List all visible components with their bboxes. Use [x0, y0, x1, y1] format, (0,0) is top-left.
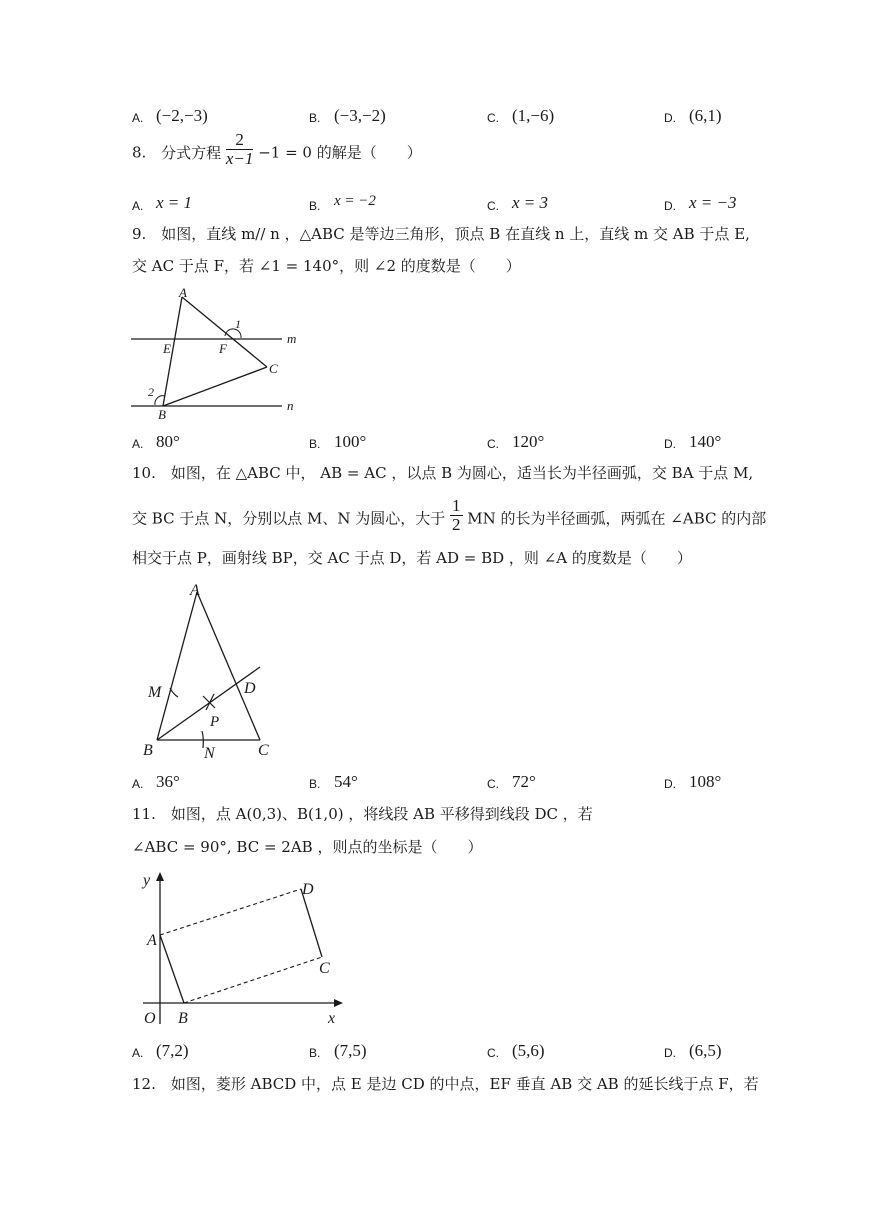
q11-stem-line2: ∠ABC = 90°, BC = 2AB ，则点的坐标是（ ）: [132, 838, 483, 856]
q11-label-c: C: [319, 960, 330, 977]
q11-stem-line1: 11. 如图，点 A(0,3)、B(1,0) ，将线段 AB 平移得到线段 DC ，若: [132, 805, 593, 823]
q10-label-a: A: [190, 582, 200, 599]
q10-label-p: P: [210, 714, 220, 730]
q10-stem-line2: [132, 496, 767, 534]
q9-label-m: m: [287, 331, 297, 346]
q10-label-c: C: [258, 742, 269, 759]
q8-option-c-letter: C.: [487, 199, 499, 213]
q8-option-b-value: x = −2: [334, 193, 376, 209]
q11-option-c-value: (5,6): [512, 1041, 545, 1060]
q10-line2-start: 交 BC 于点 N，分别以点 M、N 为圆心，大于: [132, 509, 446, 528]
q8-option-d-letter: D.: [664, 199, 676, 213]
q7-option-c-letter: C.: [487, 111, 499, 125]
q10-fraction-denominator: 2: [452, 515, 461, 534]
q9-option-a-value: 80°: [156, 432, 180, 451]
q7-option-b-letter: B.: [309, 111, 321, 125]
q7-option-b-value: (−3,−2): [334, 106, 386, 125]
q10-fraction-numerator: 1: [452, 496, 461, 515]
q9-stem-line2: 交 AC 于点 F，若 ∠1 = 140°，则 ∠2 的度数是（ ）: [132, 257, 521, 275]
q9-option-b-letter: B.: [309, 437, 321, 451]
q9-label-c: C: [269, 361, 278, 376]
q10-option-b-value: 54°: [334, 772, 358, 791]
q12-stem-line1: 12. 如图，菱形 ABCD 中，点 E 是边 CD 的中点，EF 垂直 AB 交 AB 的延长线于点 F，若: [132, 1075, 759, 1093]
q11-option-a-value: (7,2): [156, 1041, 189, 1060]
q8-fraction-denominator: x−1: [225, 149, 254, 168]
q7-option-d-value: (6,1): [689, 106, 722, 125]
q7-option-c-value: (1,−6): [512, 106, 555, 125]
q11-option-c-letter: C.: [487, 1046, 499, 1060]
q8-option-c-value: x = 3: [512, 193, 549, 212]
q7-option-a-letter: A.: [132, 111, 144, 125]
q11-label-y: y: [143, 872, 151, 889]
q10-label-d: D: [244, 680, 256, 697]
q10-stem-line3: 相交于点 P，画射线 BP，交 AC 于点 D，若 AD = BD ，则 ∠A 的度数是（ ）: [132, 549, 692, 567]
q8-option-b-letter: B.: [309, 199, 321, 213]
q8-fraction-numerator: 2: [226, 131, 254, 150]
q9-label-e: E: [163, 341, 171, 356]
q11-label-a: A: [147, 932, 157, 949]
q11-option-a-letter: A.: [132, 1046, 144, 1060]
q10-label-b: B: [143, 742, 153, 759]
q10-figure: [140, 578, 280, 763]
q9-option-d-value: 140°: [689, 432, 722, 451]
q10-stem-line1: 10. 如图，在 △ABC 中， AB = AC ，以点 B 为圆心，适当长为半径画弧，交 BA 于点 M,: [132, 464, 754, 482]
q11-label-o: O: [144, 1010, 156, 1027]
q11-label-x: x: [328, 1010, 336, 1027]
q11-option-d-letter: D.: [664, 1046, 676, 1060]
q9-label-f: F: [219, 341, 227, 356]
q11-option-b-value: (7,5): [334, 1041, 367, 1060]
q9-figure: [125, 283, 315, 423]
q9-label-a: A: [179, 285, 187, 300]
q10-option-c-value: 72°: [512, 772, 536, 791]
q9-option-c-value: 120°: [512, 432, 545, 451]
q10-option-a-letter: A.: [132, 777, 144, 791]
q8-option-a-letter: A.: [132, 199, 144, 213]
q11-option-d-value: (6,5): [689, 1041, 722, 1060]
q11-label-b: B: [178, 1010, 188, 1027]
q10-line2-end: MN 的长为半径画弧，两弧在 ∠ABC 的内部: [467, 509, 767, 528]
q8-suffix: −1 = 0 的解是（ ）: [258, 143, 422, 162]
q9-option-a-letter: A.: [132, 437, 144, 451]
q10-option-b-letter: B.: [309, 777, 321, 791]
q8-number: 8.: [132, 143, 147, 162]
q9-angle-2: 2: [148, 385, 154, 399]
q11-option-b-letter: B.: [309, 1046, 321, 1060]
q8-prefix: 分式方程: [161, 143, 222, 162]
q9-label-b: B: [158, 407, 166, 422]
q9-stem-line1: 9. 如图，直线 m// n ，△ABC 是等边三角形，顶点 B 在直线 n 上，直线 m 交 AB 于点 E,: [132, 225, 750, 243]
q9-option-c-letter: C.: [487, 437, 499, 451]
q8-option-d-value: x = −3: [689, 193, 737, 212]
q10-label-n: N: [204, 745, 215, 762]
q9-option-b-value: 100°: [334, 432, 367, 451]
q10-option-d-value: 108°: [689, 772, 722, 791]
q10-option-a-value: 36°: [156, 772, 180, 791]
q9-angle-1: 1: [235, 317, 241, 331]
q10-option-c-letter: C.: [487, 777, 499, 791]
q9-label-n: n: [287, 398, 294, 413]
q7-option-d-letter: D.: [664, 111, 676, 125]
q8-stem: [132, 130, 422, 168]
q10-option-d-letter: D.: [664, 777, 676, 791]
q7-option-a-value: (−2,−3): [156, 106, 208, 125]
q8-option-a-value: x = 1: [156, 193, 193, 212]
q9-option-d-letter: D.: [664, 437, 676, 451]
q11-label-d: D: [302, 881, 314, 898]
q11-figure: [138, 866, 353, 1031]
q10-label-m: M: [148, 684, 162, 701]
